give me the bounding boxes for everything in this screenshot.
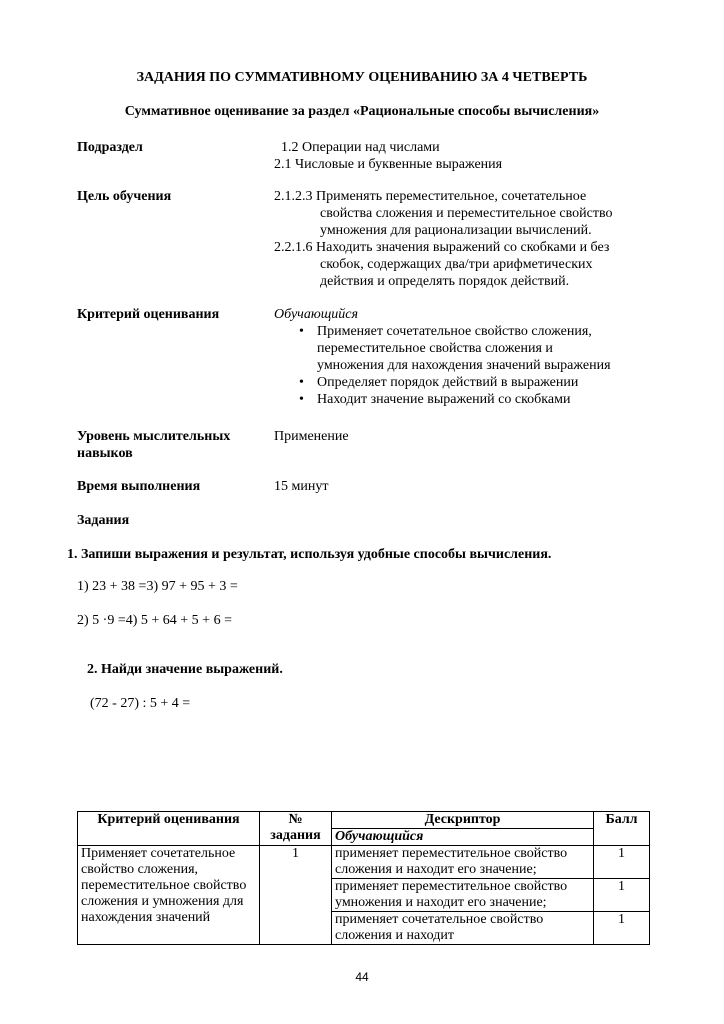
time-label: Время выполнения bbox=[77, 479, 201, 494]
page-title: ЗАДАНИЯ ПО СУММАТИВНОМУ ОЦЕНИВАНИЮ ЗА 4 ЧЕТВЕРТЬ bbox=[136, 70, 588, 85]
goal-block bbox=[274, 188, 654, 290]
criteria-label: Критерий оценивания bbox=[77, 307, 220, 322]
thinking-label bbox=[77, 428, 230, 462]
tasks-heading: Задания bbox=[77, 513, 130, 528]
page-number: 44 bbox=[355, 970, 369, 984]
criteria-bullet-1-line-1: • Применяет сочетательное свойство сложения, bbox=[317, 324, 592, 339]
rubric-header-criterion: Критерий оценивания bbox=[78, 812, 260, 846]
thinking-value: Применение bbox=[274, 429, 349, 444]
goal-1-line-3: умножения для рационализации вычислений. bbox=[320, 223, 592, 238]
goal-1-line-2: свойства сложения и переместительное свойство bbox=[320, 206, 613, 221]
goal-1-line-1: 2.1.2.3 Применять переместительное, сочетательное bbox=[274, 189, 587, 204]
subsection-label: Подраздел bbox=[77, 140, 143, 155]
rubric-score-cell: 1 bbox=[594, 879, 650, 912]
goal-2-line-1: 2.2.1.6 Находить значения выражений со скобками и без bbox=[274, 240, 610, 255]
criteria-bullet-3: • Находит значение выражений со скобками bbox=[274, 391, 674, 408]
thinking-label-line-2: навыков bbox=[77, 446, 133, 461]
time-value: 15 минут bbox=[274, 479, 329, 494]
task-1-title: 1. Запиши выражения и результат, используя удобные способы вычисления. bbox=[67, 547, 552, 562]
criteria-bullet-2: • Определяет порядок действий в выражении bbox=[274, 374, 674, 391]
table-row bbox=[78, 846, 650, 879]
thinking-label-line-1: Уровень мыслительных bbox=[77, 429, 231, 444]
rubric-header-descriptor-sub: Обучающийся bbox=[332, 829, 594, 846]
rubric-score-cell: 1 bbox=[594, 846, 650, 879]
rubric-header-num-line-2: задания bbox=[270, 828, 321, 843]
rubric-descriptor-cell: применяет переместительное свойство умножения и находит его значение; bbox=[332, 879, 594, 912]
goal-2-line-3: действия и определять порядок действий. bbox=[320, 274, 570, 289]
rubric-table bbox=[77, 811, 650, 945]
criteria-bullet-1 bbox=[274, 323, 674, 374]
rubric-score-cell: 1 bbox=[594, 912, 650, 945]
page-subtitle: Суммативное оценивание за раздел «Рациональные способы вычисления» bbox=[124, 104, 600, 119]
subsection-1: 1.2 Операции над числами bbox=[281, 140, 440, 155]
criteria-bullet-1-line-3: умножения для нахождения значений выражения bbox=[317, 358, 611, 373]
goal-label: Цель обучения bbox=[77, 189, 172, 204]
rubric-header-score: Балл bbox=[594, 812, 650, 846]
rubric-header-row bbox=[78, 812, 650, 829]
rubric-descriptor-cell: применяет сочетательное свойство сложения и находит bbox=[332, 912, 594, 945]
rubric-criterion-cell: Применяет сочетательное свойство сложения, переместительное свойство сложения и умножения для нахождения значений bbox=[78, 846, 260, 945]
rubric-header-task-number bbox=[260, 812, 332, 846]
task-2-expression: (72 - 27) : 5 + 4 = bbox=[90, 696, 191, 711]
goal-2-line-2: скобок, содержащих два/три арифметических bbox=[320, 257, 593, 272]
subsection-2: 2.1 Числовые и буквенные выражения bbox=[274, 157, 503, 172]
rubric-header-descriptor: Дескриптор bbox=[332, 812, 594, 829]
task-1-line-2: 2) 5 ·9 =4) 5 + 64 + 5 + 6 = bbox=[77, 613, 232, 628]
rubric-task-number-cell: 1 bbox=[260, 846, 332, 945]
task-2-title: 2. Найди значение выражений. bbox=[87, 662, 283, 677]
task-1-line-1: 1) 23 + 38 =3) 97 + 95 + 3 = bbox=[77, 579, 238, 594]
criteria-lead: Обучающийся bbox=[274, 307, 359, 322]
criteria-block bbox=[274, 306, 674, 408]
criteria-bullet-1-line-2: переместительное свойства сложения и bbox=[317, 341, 553, 356]
rubric-header-num-line-1: № bbox=[288, 812, 303, 827]
rubric-descriptor-cell: применяет переместительное свойство сложения и находит его значение; bbox=[332, 846, 594, 879]
